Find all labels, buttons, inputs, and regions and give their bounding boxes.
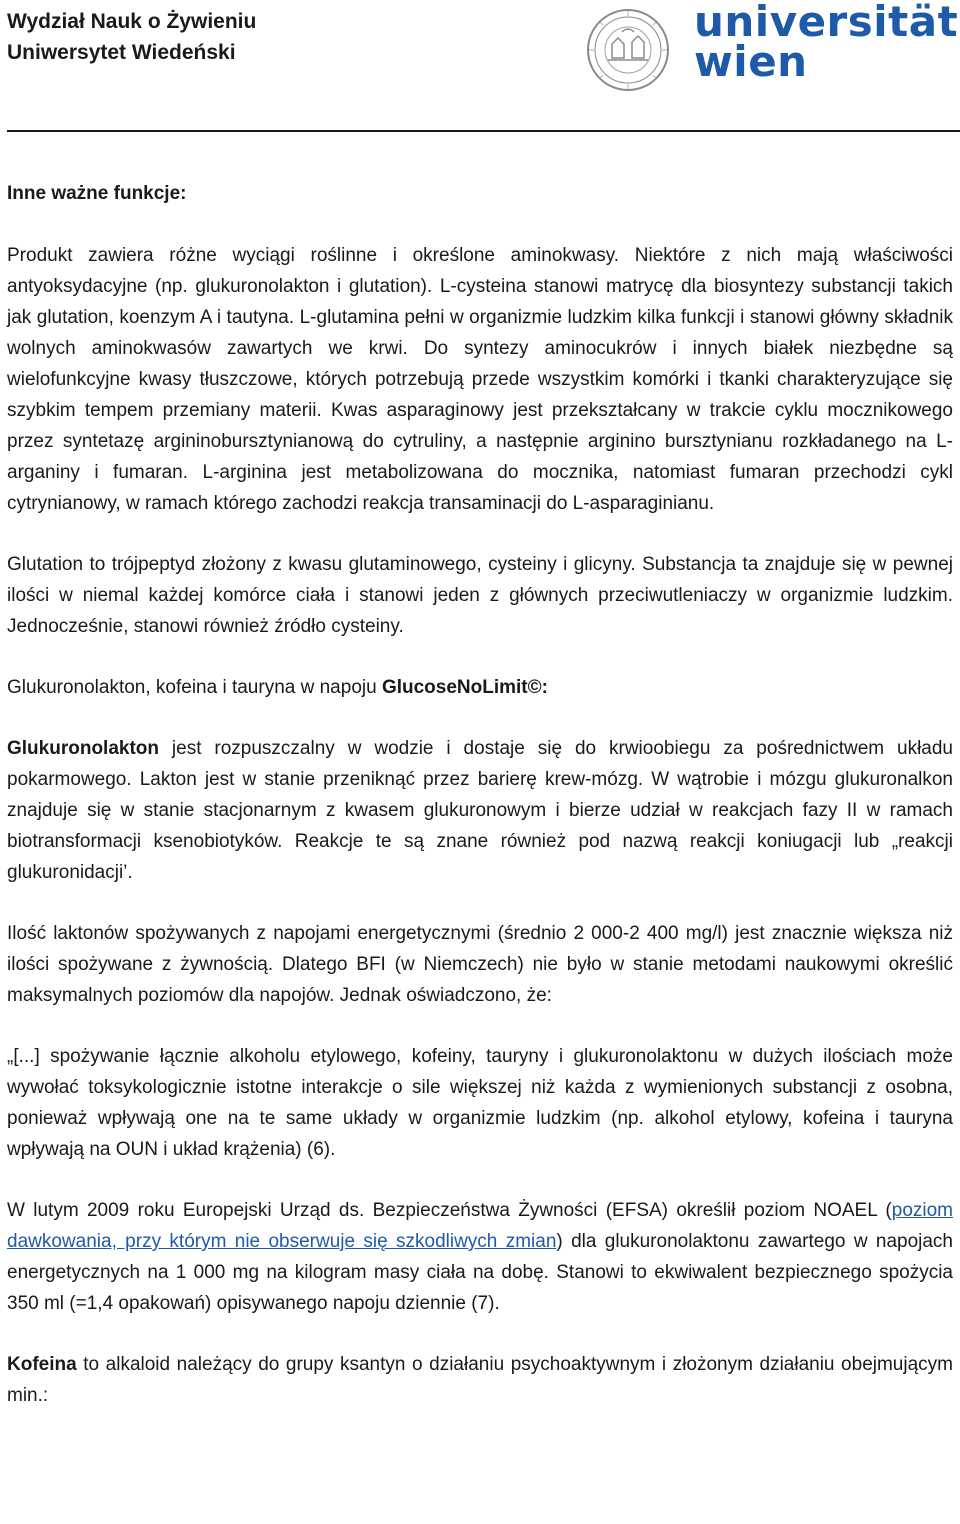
university-logo <box>572 0 959 96</box>
efsa-text-before: W lutym 2009 roku Europejski Urząd ds. Bezpieczeństwa Żywności (EFSA) określił poziom NOAEL ( <box>7 1200 892 1221</box>
university-seal-icon <box>572 6 684 94</box>
page-header <box>0 0 960 134</box>
efsa-text-after: ) dla glukuronolaktonu zawartego w napojach energetycznych na 1 000 mg na kilogram masy ciała na dobę. Stanowi to ekwiwalent bezpiecznego spożycia 350 ml (=1,4 opakowań) opisywanego napoju dziennie (7). <box>7 1231 953 1314</box>
university-wordmark <box>694 0 959 86</box>
product-name: GlucoseNoLimit©: <box>381 677 548 698</box>
paragraph-subheading <box>7 672 953 703</box>
term-glucuronolactone: Glukuronolakton <box>7 738 159 759</box>
term-caffeine: Kofeina <box>7 1354 77 1375</box>
paragraph-ingredients: Produkt zawiera różne wyciągi roślinne i określone aminokwasy. Niektóre z nich mają właściwości antyoksydacyjne (np. glukuronolakton i glutation). L-cysteina stanowi matrycę dla biosyntezy substancji takich jak glutation, koenzym A i tautyna. L-glutamina pełni w organizmie ludzkim kilka funkcji i stanowi główny składnik wolnych aminokwasów zawartych we krwi. Do syntezy aminocukrów i innych białek niezbędne są wielofunkcyjne kwasy tłuszczowe, których potrzebują przede wszystkim komórki i tkanki charakteryzujące się szybkim tempem przemiany materii. Kwas asparaginowy jest przekształcany w trakcie cyklu mocznikowego przez syntetazę argininobursztynianową do cytruliny, a następnie arginino bursztynianu rozkładanego na L-arganiny i fumaran. L-arginina jest metabolizowana do mocznika, natomiast fumaran przechodzi cykl cytrynianowy, w ramach którego zachodzi reakcja transaminacji do L-asparaginianu. <box>7 245 953 514</box>
caffeine-text: to alkaloid należący do grupy ksantyn o działaniu psychoaktywnym i złożonym działaniu obejmującym min.: <box>7 1354 953 1406</box>
paragraph-glucuronolactone <box>7 733 953 888</box>
section-heading: Inne ważne funkcje: <box>7 183 187 204</box>
paragraph-caffeine <box>7 1349 953 1411</box>
faculty-name <box>7 6 256 68</box>
paragraph-lactone-intake: Ilość laktonów spożywanych z napojami energetycznymi (średnio 2 000-2 400 mg/l) jest znacznie większa niż ilości spożywane z żywnością. Dlatego BFI (w Niemczech) nie było w stanie metodami naukowymi określić maksymalnych poziomów dla napojów. Jednak oświadczono, że: <box>7 923 953 1006</box>
faculty-line-1: Wydział Nauk o Żywieniu <box>7 10 257 33</box>
document-body <box>7 178 953 1441</box>
glucuronolactone-text: jest rozpuszczalny w wodzie i dostaje się do krwioobiegu za pośrednictwem układu pokarmowego. Lakton jest w stanie przeniknąć przez barierę krew-mózg. W wątrobie i mózgu glukuronalkon znajduje się w stanie stacjonarnym z kwasem glukuronowym i bierze udział w reakcjach fazy II w ramach biotransformacji ksenobiotyków. Reakcje te są znane również pod nazwą reakcji koniugacji lub „reakcji glukuronidacji’. <box>7 738 953 883</box>
paragraph-efsa <box>7 1195 953 1319</box>
noael-definition-link[interactable]: poziom dawkowania, przy którym nie obserwuje się szkodliwych zmian <box>7 1200 953 1252</box>
wordmark-line-1: universität <box>694 0 959 46</box>
faculty-line-2: Uniwersytet Wiedeński <box>7 41 236 64</box>
wordmark-line-2: wien <box>694 37 808 86</box>
paragraph-glutathione: Glutation to trójpeptyd złożony z kwasu glutaminowego, cysteiny i glicyny. Substancja ta znajduje się w pewnej ilości w niemal każdej komórce ciała i stanowi jeden z głównych przeciwutleniaczy w organizmie ludzkim. Jednocześnie, stanowi również źródło cysteiny. <box>7 554 953 637</box>
paragraph-quote: „[...] spożywanie łącznie alkoholu etylowego, kofeiny, tauryny i glukuronolaktonu w dużych ilościach może wywołać toksykologicznie istotne interakcje o sile większej niż każda z wymienionych substancji z osobna, ponieważ wpływają one na te same układy w organizmie ludzkim (np. alkohol etylowy, kofeina i tauryna wpływają na OUN i układ krążenia) (6). <box>7 1046 953 1160</box>
subheading-text: Glukuronolakton, kofeina i tauryna w napoju <box>7 677 382 698</box>
header-divider <box>7 130 960 132</box>
